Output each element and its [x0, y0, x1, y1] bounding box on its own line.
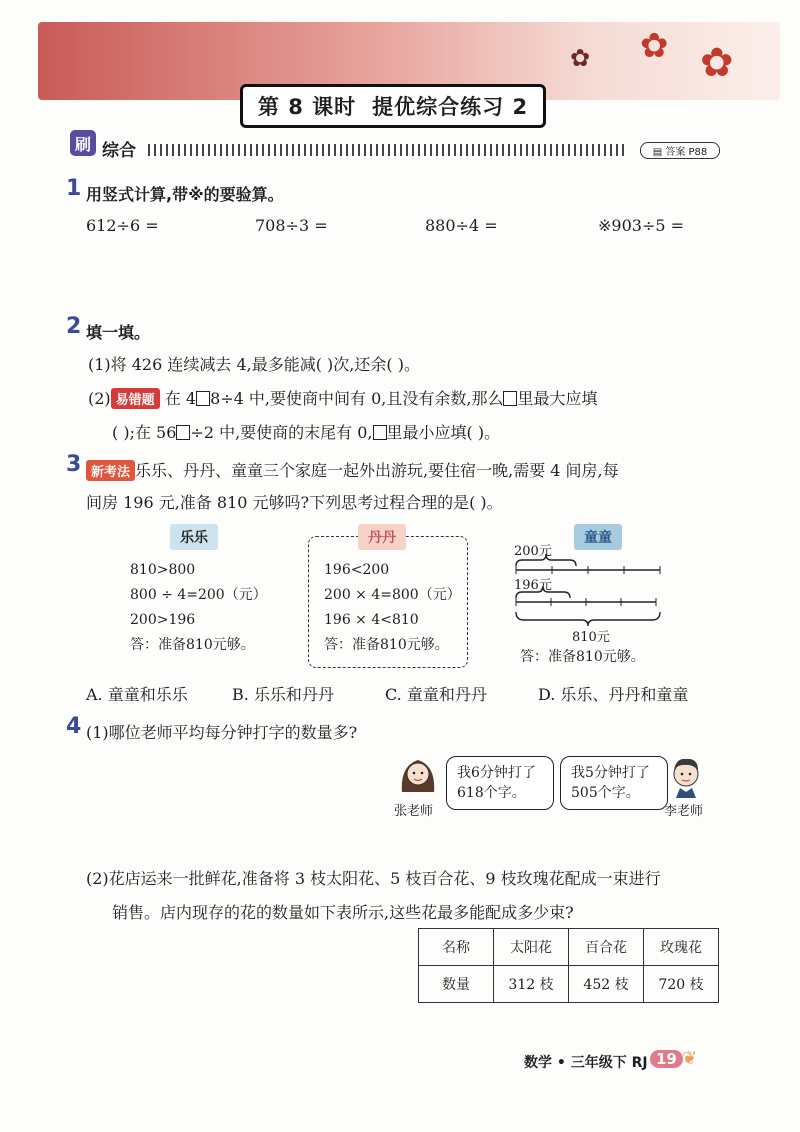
table-cell: 720 枝	[644, 966, 719, 1003]
error-prone-tag: 易错题	[111, 388, 160, 409]
question-number: 3	[66, 452, 82, 477]
answer: 答：准备810元够。	[130, 637, 255, 653]
text: 里最小应填( )。	[386, 423, 501, 442]
maple-leaf-icon: ✿	[700, 40, 734, 86]
question-title: 填一填。	[86, 323, 151, 342]
blank-square	[196, 391, 210, 406]
label-810: 810元	[572, 630, 610, 645]
option-b: B. 乐乐和丹丹	[232, 685, 334, 704]
section-divider	[148, 144, 628, 156]
section-label: 综合	[102, 141, 136, 161]
lesson-number: 第 8 课时	[257, 95, 357, 119]
fill-blank-2	[88, 386, 597, 409]
step: 800 ÷ 4=200（元）	[130, 587, 267, 603]
teacher-zhang-avatar	[396, 752, 440, 796]
lesson-title	[240, 84, 546, 128]
leaf-decoration-icon: ❦	[682, 1048, 698, 1069]
part-label: (2)	[88, 389, 111, 408]
table-header: 名称	[419, 929, 494, 966]
calc-item: 880÷4 =	[425, 216, 498, 235]
option-d: D. 乐乐、丹丹和童童	[538, 685, 689, 704]
reasoning-dandan	[324, 558, 461, 658]
box-title-lele: 乐乐	[170, 524, 218, 550]
table-header: 太阳花	[494, 929, 569, 966]
brace-810	[516, 612, 660, 626]
fill-blank-2-cont	[112, 420, 500, 443]
table-header: 百合花	[569, 929, 644, 966]
label-196: 196元	[514, 578, 552, 593]
speech-line: 618个字。	[457, 785, 526, 801]
question-text	[86, 458, 619, 481]
blank-square	[176, 425, 190, 440]
section-icon: 刷	[70, 130, 96, 156]
step: 810>800	[130, 562, 196, 578]
calc-item: 612÷6 =	[86, 216, 159, 235]
text: 8÷4 中,要使商中间有 0,且没有余数,那么	[210, 389, 504, 408]
speech-line: 505个字。	[571, 785, 640, 801]
fill-blank-1: (1)将 426 连续减去 4,最多能减( )次,还余( )。	[88, 355, 420, 374]
question-number: 1	[66, 176, 82, 201]
speech-line: 我6分钟打了	[457, 765, 536, 781]
answer-tongtong: 答：准备810元够。	[520, 649, 645, 665]
answer-reference: ▤ 答案 P88	[640, 142, 720, 159]
question-text: 间房 196 元,准备 810 元够吗?下列思考过程合理的是( )。	[86, 493, 503, 512]
blank-square	[503, 391, 517, 406]
table-cell: 312 枝	[494, 966, 569, 1003]
question-number: 4	[66, 714, 82, 739]
step: 200 × 4=800（元）	[324, 587, 461, 603]
table-cell: 452 枝	[569, 966, 644, 1003]
calc-item: 708÷3 =	[255, 216, 328, 235]
footer-subject: 数学 • 三年级下 RJ	[524, 1055, 648, 1071]
sub-question-2-cont: 销售。店内现存的花的数量如下表所示,这些花最多能配成多少束?	[112, 903, 574, 922]
table-cell: 数量	[419, 966, 494, 1003]
lesson-name: 提优综合练习 2	[372, 95, 529, 119]
text: 里最大应填	[517, 389, 598, 408]
text: ( );在 56	[112, 423, 177, 442]
speech-bubble-zhang	[446, 756, 554, 810]
page-number: 19	[650, 1050, 683, 1068]
speech-line: 我5分钟打了	[571, 765, 650, 781]
blank-square	[373, 425, 387, 440]
teacher-zhang-name: 张老师	[394, 804, 434, 819]
text: 乐乐、丹丹、童童三个家庭一起外出游玩,要住宿一晚,需要 4 间房,每	[135, 461, 619, 480]
answer: 答：准备810元够。	[324, 637, 449, 653]
question-prompt: 用竖式计算,带※的要验算。	[86, 185, 284, 204]
box-title-dandan: 丹丹	[358, 524, 406, 550]
text: 在 4	[164, 389, 197, 408]
new-exam-tag: 新考法	[86, 460, 135, 481]
step: 196 × 4<810	[324, 612, 419, 628]
maple-leaf-icon: ✿	[640, 26, 669, 66]
table-header-row	[419, 929, 719, 966]
option-a: A. 童童和乐乐	[86, 685, 188, 704]
step: 200>196	[130, 612, 196, 628]
speech-bubble-li	[560, 756, 668, 810]
calc-item: ※903÷5 =	[598, 216, 685, 235]
flower-table	[418, 928, 719, 1003]
step: 196<200	[324, 562, 390, 578]
sub-question-1: (1)哪位老师平均每分钟打字的数量多?	[86, 723, 358, 742]
box-title-tongtong: 童童	[574, 524, 622, 550]
text: ÷2 中,要使商的末尾有 0,	[190, 423, 373, 442]
reasoning-lele	[130, 558, 267, 658]
label-200: 200元	[514, 544, 552, 559]
sub-question-2: (2)花店运来一批鲜花,准备将 3 枝太阳花、5 枝百合花、9 枝玫瑰花配成一束进行	[86, 869, 661, 888]
table-header: 玫瑰花	[644, 929, 719, 966]
option-c: C. 童童和丹丹	[385, 685, 487, 704]
question-number: 2	[66, 314, 82, 339]
teacher-li-avatar	[664, 752, 708, 800]
teacher-li-name: 李老师	[664, 804, 704, 819]
maple-leaf-icon: ✿	[570, 44, 591, 72]
table-row	[419, 966, 719, 1003]
